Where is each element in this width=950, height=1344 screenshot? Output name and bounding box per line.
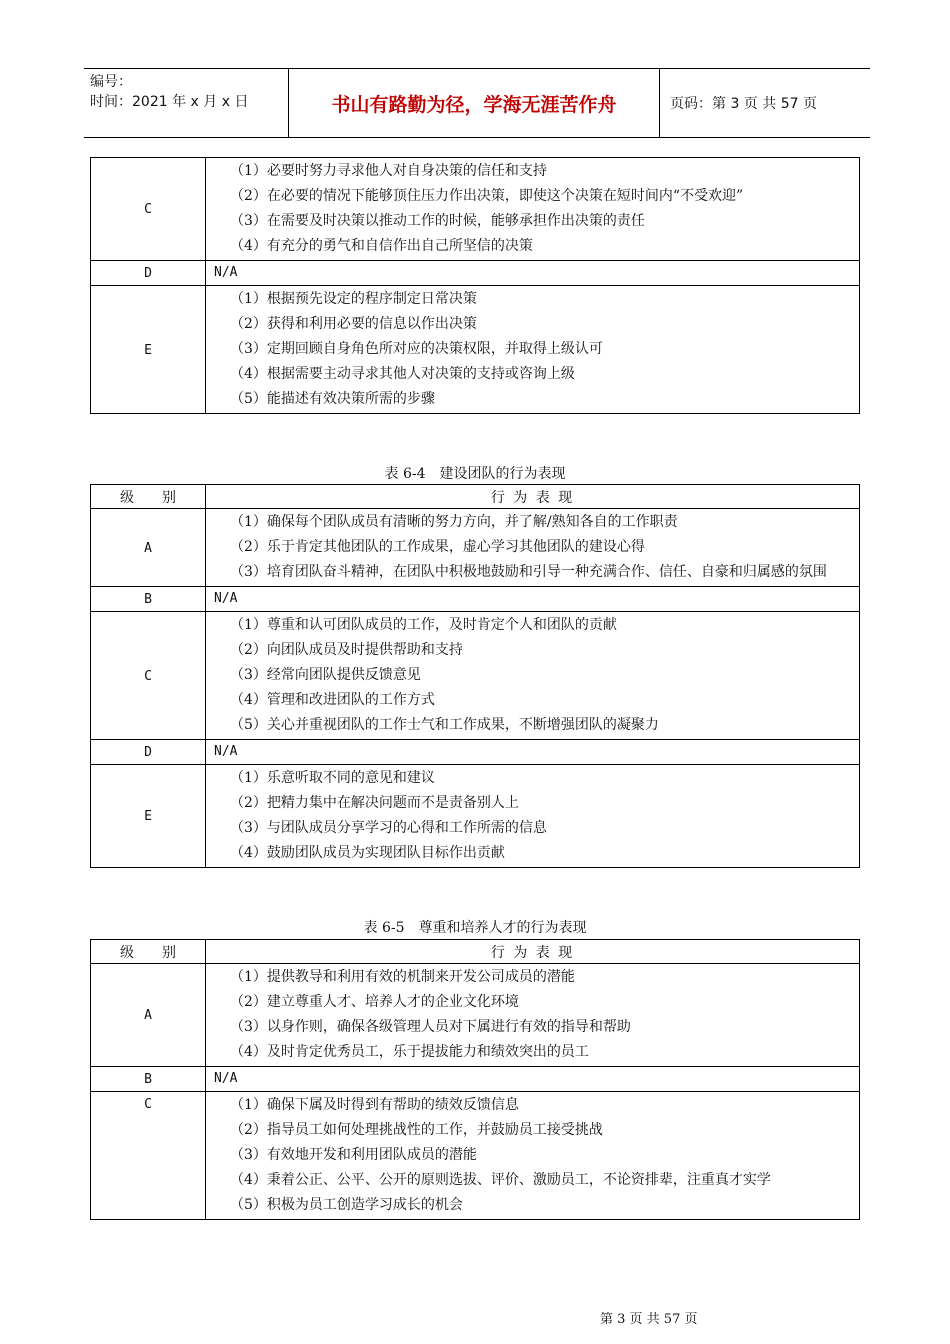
level-cell: C [91,612,206,740]
level-cell: A [91,509,206,587]
level-cell: D [91,740,206,765]
team-building-table [90,484,860,868]
table-row [91,765,860,868]
table-row [91,612,860,740]
level-cell: A [91,964,206,1067]
column-header-level: 级 别 [91,485,206,509]
talent-development-table [90,939,860,1220]
page-header [84,68,870,138]
table-header-row [91,485,860,509]
column-header-behavior: 行 为 表 现 [206,940,860,964]
behavior-cell: （1）确保每个团队成员有清晰的努力方向，并了解/熟知各自的工作职责 （2）乐于肯定其他团队的工作成果，虚心学习其他团队的建设心得 （3）培育团队奋斗精神，在团队中积极地鼓励和引导一种充满合作、信任、自豪和归属感的氛围 [206,509,860,587]
behavior-cell: N/A [206,1067,860,1092]
table-row [91,1092,860,1220]
level-cell: C [91,1092,206,1220]
level-cell: B [91,1067,206,1092]
decision-table-continued [90,157,860,414]
table-row [91,740,860,765]
table-row [91,587,860,612]
level-cell: E [91,286,206,414]
table-row [91,964,860,1067]
table-caption-6-5: 表 6-5 尊重和培养人才的行为表现 [363,920,587,936]
level-cell: C [91,158,206,261]
behavior-cell: （1）提供教导和利用有效的机制来开发公司成员的潜能 （2）建立尊重人才、培养人才的企业文化环境 （3）以身作则，确保各级管理人员对下属进行有效的指导和帮助 （4）及时肯定优秀员工，乐于提拔能力和绩效突出的员工 [206,964,860,1067]
page-footer: 第 3 页 共 57 页 [600,1312,698,1327]
level-cell: E [91,765,206,868]
number-label: 编号： [90,74,132,90]
table-row [91,1067,860,1092]
column-header-level: 级 别 [91,940,206,964]
table-caption-6-4: 表 6-4 建设团队的行为表现 [384,466,566,482]
header-meta [84,69,289,137]
header-page-info: 页码：第 3 页 共 57 页 [670,96,817,112]
behavior-cell: （1）乐意听取不同的意见和建议 （2）把精力集中在解决问题而不是责备别人上 （3）与团队成员分享学习的心得和工作所需的信息 （4）鼓励团队成员为实现团队目标作出贡献 [206,765,860,868]
behavior-cell: N/A [206,261,860,286]
column-header-behavior: 行 为 表 现 [206,485,860,509]
table-row [91,158,860,261]
behavior-cell: N/A [206,740,860,765]
table-header-row [91,940,860,964]
table-row [91,261,860,286]
behavior-cell: N/A [206,587,860,612]
level-cell: B [91,587,206,612]
behavior-cell: （1）确保下属及时得到有帮助的绩效反馈信息 （2）指导员工如何处理挑战性的工作，并鼓励员工接受挑战 （3）有效地开发和利用团队成员的潜能 （4）秉着公正、公平、公开的原则选拔、评价、激励员工，不论资排辈，注重真才实学 （5）积极为员工创造学习成长的机会 [206,1092,860,1220]
table-row [91,509,860,587]
table-row [91,286,860,414]
behavior-cell: （1）根据预先设定的程序制定日常决策 （2）获得和利用必要的信息以作出决策 （3）定期回顾自身角色所对应的决策权限，并取得上级认可 （4）根据需要主动寻求其他人对决策的支持或咨询上级 （5）能描述有效决策所需的步骤 [206,286,860,414]
level-cell: D [91,261,206,286]
behavior-cell: （1）尊重和认可团队成员的工作，及时肯定个人和团队的贡献 （2）向团队成员及时提供帮助和支持 （3）经常向团队提供反馈意见 （4）管理和改进团队的工作方式 （5）关心并重视团队的工作士气和工作成果，不断增强团队的凝聚力 [206,612,860,740]
behavior-cell: （1）必要时努力寻求他人对自身决策的信任和支持 （2）在必要的情况下能够顶住压力作出决策，即使这个决策在短时间内“不受欢迎” （3）在需要及时决策以推动工作的时候，能够承担作出决策的责任 （4）有充分的勇气和自信作出自己所坚信的决策 [206,158,860,261]
header-motto: 书山有路勤为径，学海无涯苦作舟 [289,69,660,137]
date-label: 时间：2021 年 x 月 x 日 [90,94,249,110]
